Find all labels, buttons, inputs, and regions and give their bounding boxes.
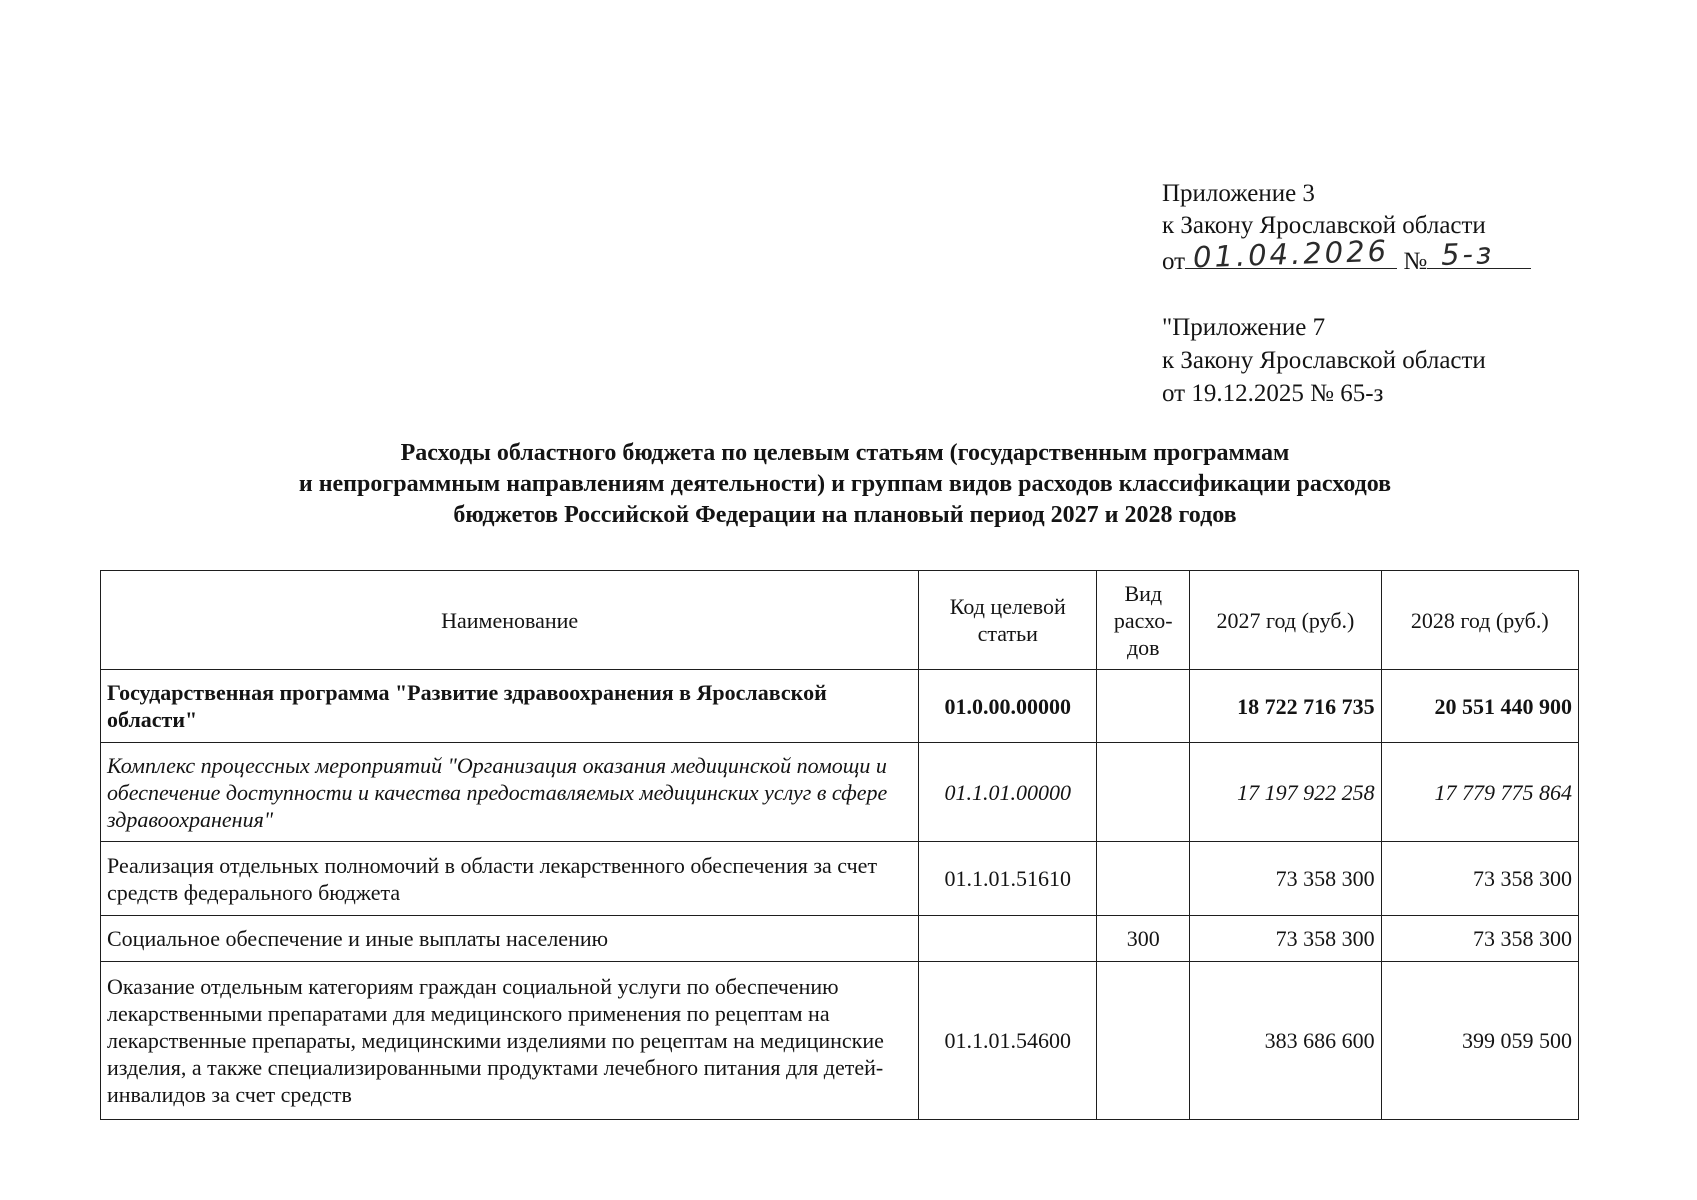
row-kind (1097, 743, 1190, 842)
document-title (100, 438, 1590, 531)
row-name: Комплекс процессных мероприятий "Организация оказания медицинской помощи и обеспечение доступности и качества предоставляемых медицинских услуг в сфере здравоохранения" (101, 743, 919, 842)
table-row (101, 743, 1579, 842)
row-amount-2028: 73 358 300 (1381, 916, 1578, 962)
row-kind (1097, 670, 1190, 743)
row-amount-2028: 399 059 500 (1381, 962, 1578, 1120)
amended-law-reference: к Закону Ярославской области (1162, 347, 1486, 374)
number-blank (1427, 236, 1531, 272)
amended-date-line: от 19.12.2025 № 65-з (1162, 380, 1384, 407)
column-header-code: Код целевой статьи (919, 571, 1097, 670)
row-code: 01.1.01.51610 (919, 842, 1097, 916)
title-line-2: и непрограммным направлениям деятельности) и группам видов расходов классификации расходов (298, 471, 1392, 497)
row-code (919, 916, 1097, 962)
row-amount-2027: 18 722 716 735 (1190, 670, 1381, 743)
budget-table (100, 570, 1579, 1120)
appendix-header (1162, 178, 1582, 278)
row-name: Реализация отдельных полномочий в области лекарственного обеспечения за счет средств федерального бюджета (101, 842, 919, 916)
row-amount-2027: 73 358 300 (1190, 842, 1381, 916)
column-header-name: Наименование (101, 571, 919, 670)
law-reference: к Закону Ярославской области (1162, 212, 1486, 239)
row-kind (1097, 962, 1190, 1120)
number-sign: № (1403, 248, 1428, 275)
row-name: Государственная программа "Развитие здравоохранения в Ярославской области" (101, 670, 919, 743)
table-header-row (101, 571, 1579, 670)
row-code: 01.0.00.00000 (919, 670, 1097, 743)
row-amount-2027: 383 686 600 (1190, 962, 1381, 1120)
row-name: Социальное обеспечение и иные выплаты населению (101, 916, 919, 962)
table-row (101, 962, 1579, 1120)
table-row (101, 916, 1579, 962)
appendix-label: Приложение 3 (1162, 180, 1315, 207)
date-number-line (1162, 233, 1582, 278)
title-line-1: Расходы областного бюджета по целевым статьям (государственным программам (400, 440, 1290, 466)
amended-appendix-header (1162, 311, 1582, 410)
row-amount-2027: 17 197 922 258 (1190, 743, 1381, 842)
column-header-2028: 2028 год (руб.) (1381, 571, 1578, 670)
row-kind: 300 (1097, 916, 1190, 962)
row-amount-2028: 20 551 440 900 (1381, 670, 1578, 743)
handwritten-number: 5-з (1440, 236, 1496, 272)
handwritten-date: 01.04.2026 (1192, 233, 1390, 275)
row-kind (1097, 842, 1190, 916)
row-amount-2028: 17 779 775 864 (1381, 743, 1578, 842)
row-name: Оказание отдельным категориям граждан социальной услуги по обеспечению лекарственными препаратами для медицинского применения по рецептам на лекарственные препараты, медицинскими изделиями по рецептам на медицинские изделия, а также специализированными продуктами лечебного питания для детей-инвалидов за счет средств (101, 962, 919, 1120)
row-code: 01.1.01.00000 (919, 743, 1097, 842)
column-header-2027: 2027 год (руб.) (1190, 571, 1381, 670)
table-row (101, 670, 1579, 743)
title-line-3: бюджетов Российской Федерации на плановый период 2027 и 2028 годов (453, 502, 1237, 528)
column-header-kind: Вид расхо-дов (1097, 571, 1190, 670)
date-blank (1185, 233, 1397, 275)
row-amount-2027: 73 358 300 (1190, 916, 1381, 962)
date-prefix: от (1162, 248, 1186, 275)
row-code: 01.1.01.54600 (919, 962, 1097, 1120)
table-row (101, 842, 1579, 916)
row-amount-2028: 73 358 300 (1381, 842, 1578, 916)
amended-appendix-label: "Приложение 7 (1162, 314, 1326, 341)
